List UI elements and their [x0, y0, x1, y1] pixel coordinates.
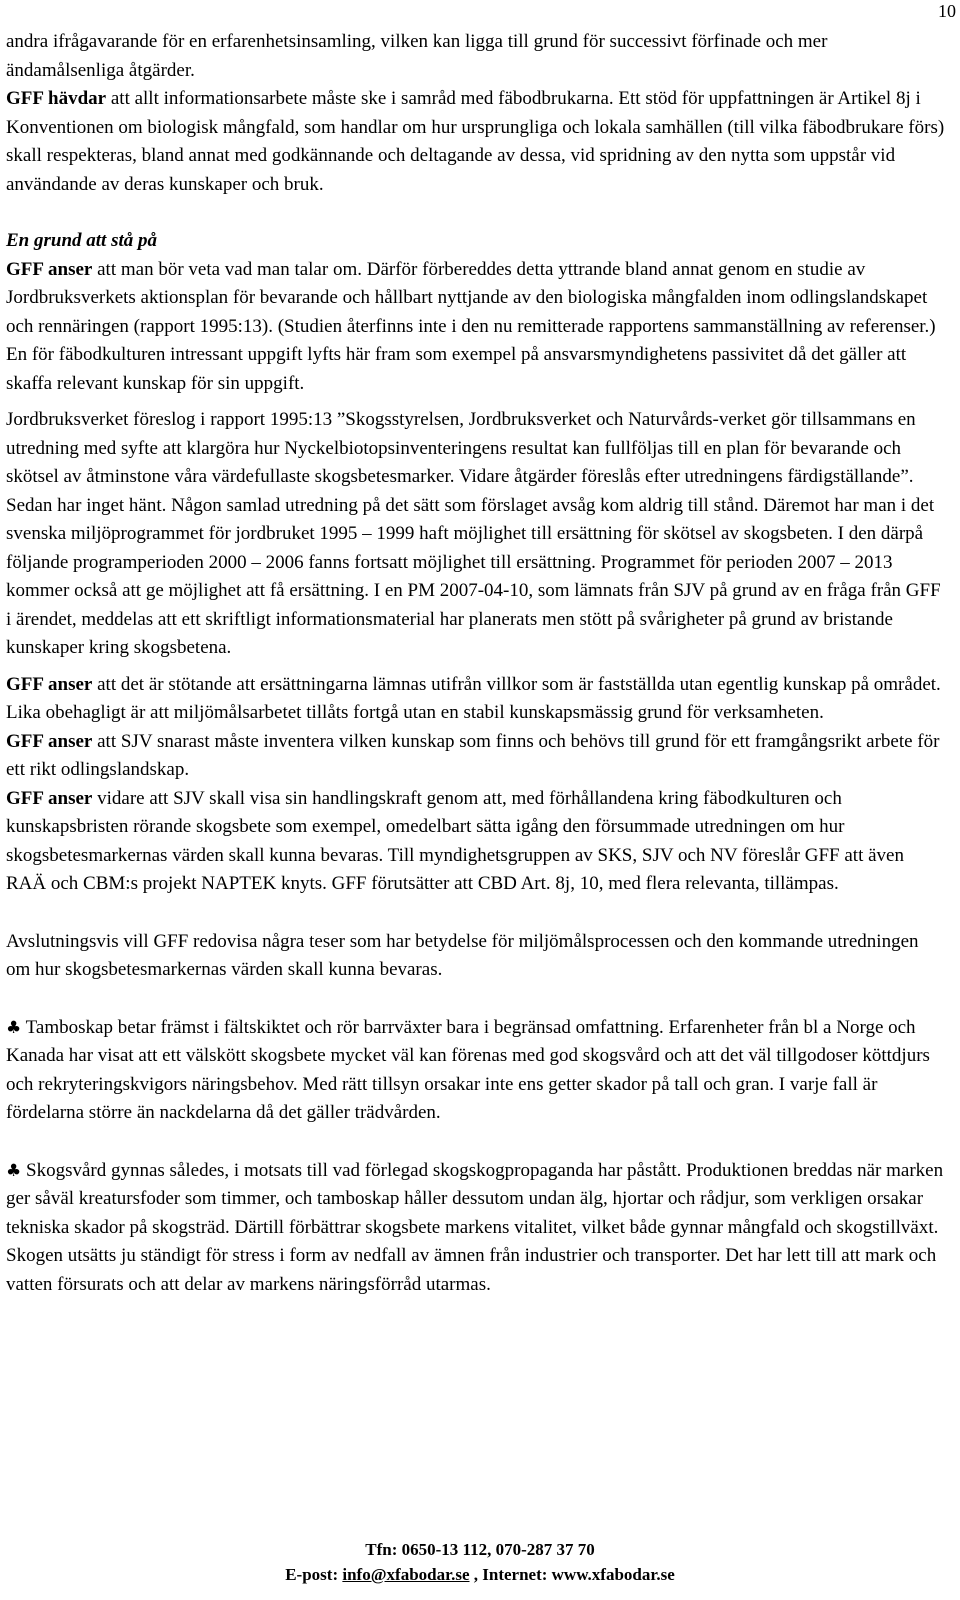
paragraph-2	[6, 85, 946, 199]
paragraph-text: att allt informationsarbete måste ske i samråd med fäbodbrukarna. Ett stöd för uppfattningen är Artikel 8j i Konventionen om biologisk mångfald, som handlar om hur ursprungliga och lokala samhällen (till vilka fäbodbrukare förs) skall respekteras, bland annat med godkännande och deltagande av dessa, vid spridning av den nytta som uppstår vid användande av deras kunskaper och bruk.	[6, 88, 945, 195]
gff-lead: GFF hävdar	[6, 88, 107, 109]
paragraph-4: Jordbruksverket föreslog i rapport 1995:13 ”Skogsstyrelsen, Jordbruksverket och Naturvårds-verket gör tillsammans en utredning med syfte att klargöra hur Nyckelbiotopsinventeringens resultat kan fullföljas till en plan för bevarande och skötsel av åtminstone våra värdefullaste skogsbetesmarker. Vidare åtgärder föreslås efter utredningens färdigställande”. Sedan har inget hänt. Någon samlad utredning på det sätt som förslaget avsåg kom aldrig till stånd. Däremot har man i det svenska miljöprogrammet för jordbruket 1995 – 1999 haft möjlighet till ersättning för skötsel av skogsbeten. I den därpå följande programperioden 2000 – 2006 fanns fortsatt möjlighet till ersättning. Programmet för perioden 2007 – 2013 kommer också att ge möjlighet att få ersättning. I en PM 2007-04-10, som lämnats från SJV på grund av en fråga från GFF i ärendet, meddelas att ett skriftligt informationsmaterial har planerats men stött på svårigheter på grund av bristande kunskaper kring skogsbetena.	[6, 409, 941, 658]
gff-lead: GFF anser	[6, 787, 93, 809]
paragraph-5	[6, 671, 946, 728]
club-icon: ♣	[6, 1017, 22, 1038]
footer-phone: Tfn: 0650-13 112, 070-287 37 70	[365, 1540, 595, 1559]
footer-email-link[interactable]: info@xfabodar.se	[342, 1565, 470, 1584]
page-number: 10	[938, 1, 956, 21]
paragraph-6	[6, 728, 946, 785]
paragraph-7	[6, 785, 946, 899]
document-body	[6, 28, 946, 1299]
footer-email-label: E-post:	[285, 1565, 343, 1584]
thesis-text: Tamboskap betar främst i fältskiktet och rör barrväxter bara i begränsad omfattning. Erfarenheter från bl a Norge och Kanada har visat att ett välskött skogsbete mycket väl kan förenas med god skogsvård och att det väl tillgodoser köttdjurs och rekryteringskvigors näringsbehov. Med rätt tillsyn orsakar inte ens getter skador på tall och gran. I varje fall är fördelarna större än nackdelarna då det gäller trädvården.	[6, 1016, 930, 1123]
thesis-text: Skogsvård gynnas således, i motsats till vad förlegad skogskogpropaganda har påstått. Produktionen breddas när marken ger såväl kreatursfoder som timmer, och tamboskap håller dessutom undan älg, hjortar och rådjur, som verkligen orsakar tekniska skador på skogsträd. Därtill förbättrar skogsbete markens vitalitet, vilket både gynnar mångfald och skogstillväxt. Skogen utsätts ju ständigt för stress i form av nedfall av ämnen från industrier och transporter. Det har lett till att mark och vatten försurats och att delar av markens näringsförråd utarmas.	[6, 1159, 944, 1295]
section-heading: En grund att stå på	[6, 230, 157, 251]
paragraph-text: att man bör veta vad man talar om. Därför förbereddes detta yttrande bland annat genom en studie av Jordbruksverkets aktionsplan för bevarande och hållbart nyttjande av den biologiska mångfalden inom odlingslandskapet och rennäringen (rapport 1995:13). (Studien återfinns inte i den nu remitterade rapportens sammanställning av referenser.) En för fäbodkulturen intressant uppgift lyfts här fram som exempel på ansvarsmyndighetens passivitet då det gäller att skaffa relevant kunskap för sin uppgift.	[6, 258, 936, 394]
footer-contact	[0, 1564, 960, 1586]
thesis-1	[6, 1014, 946, 1128]
club-icon: ♣	[6, 1160, 22, 1181]
gff-lead: GFF anser	[6, 258, 93, 280]
paragraph-text: att SJV snarast måste inventera vilken kunskap som finns och behövs till grund för ett framgångsrikt arbete för ett rikt odlingslandskap.	[6, 730, 940, 780]
gff-lead: GFF anser	[6, 730, 93, 752]
paragraph-text: att det är stötande att ersättningarna lämnas utifrån villkor som är fastställda utan egentlig kunskap på området. Lika obehagligt är att miljömålsarbetet tillåts fortgå utan en stabil kunskapsmässig grund för verksamheten.	[6, 673, 941, 723]
paragraph-text: vidare att SJV skall visa sin handlingskraft genom att, med förhållandena kring fäbodkulturen och kunskapsbristen rörande skogsbete som exempel, omedelbart sätta igång den försummade utredningen om hur skogsbetesmarkernas värden skall kunna bevaras. Till myndighetsgruppen av SKS, SJV och NV föreslår GFF att även RAÄ och CBM:s projekt NAPTEK knyts. GFF förutsätter att CBD Art. 8j, 10, med flera relevanta, tillämpas.	[6, 787, 904, 894]
footer-internet: , Internet: www.xfabodar.se	[469, 1565, 675, 1584]
thesis-2	[6, 1157, 946, 1300]
gff-lead: GFF anser	[6, 673, 93, 695]
paragraph-1: andra ifrågavarande för en erfarenhetsinsamling, vilken kan ligga till grund för successivt förfinade och mer ändamålsenliga åtgärder.	[6, 31, 828, 81]
paragraph-8: Avslutningsvis vill GFF redovisa några teser som har betydelse för miljömålsprocessen och den kommande utredningen om hur skogsbetesmarkernas värden skall kunna bevaras.	[6, 930, 919, 980]
paragraph-3	[6, 256, 946, 399]
